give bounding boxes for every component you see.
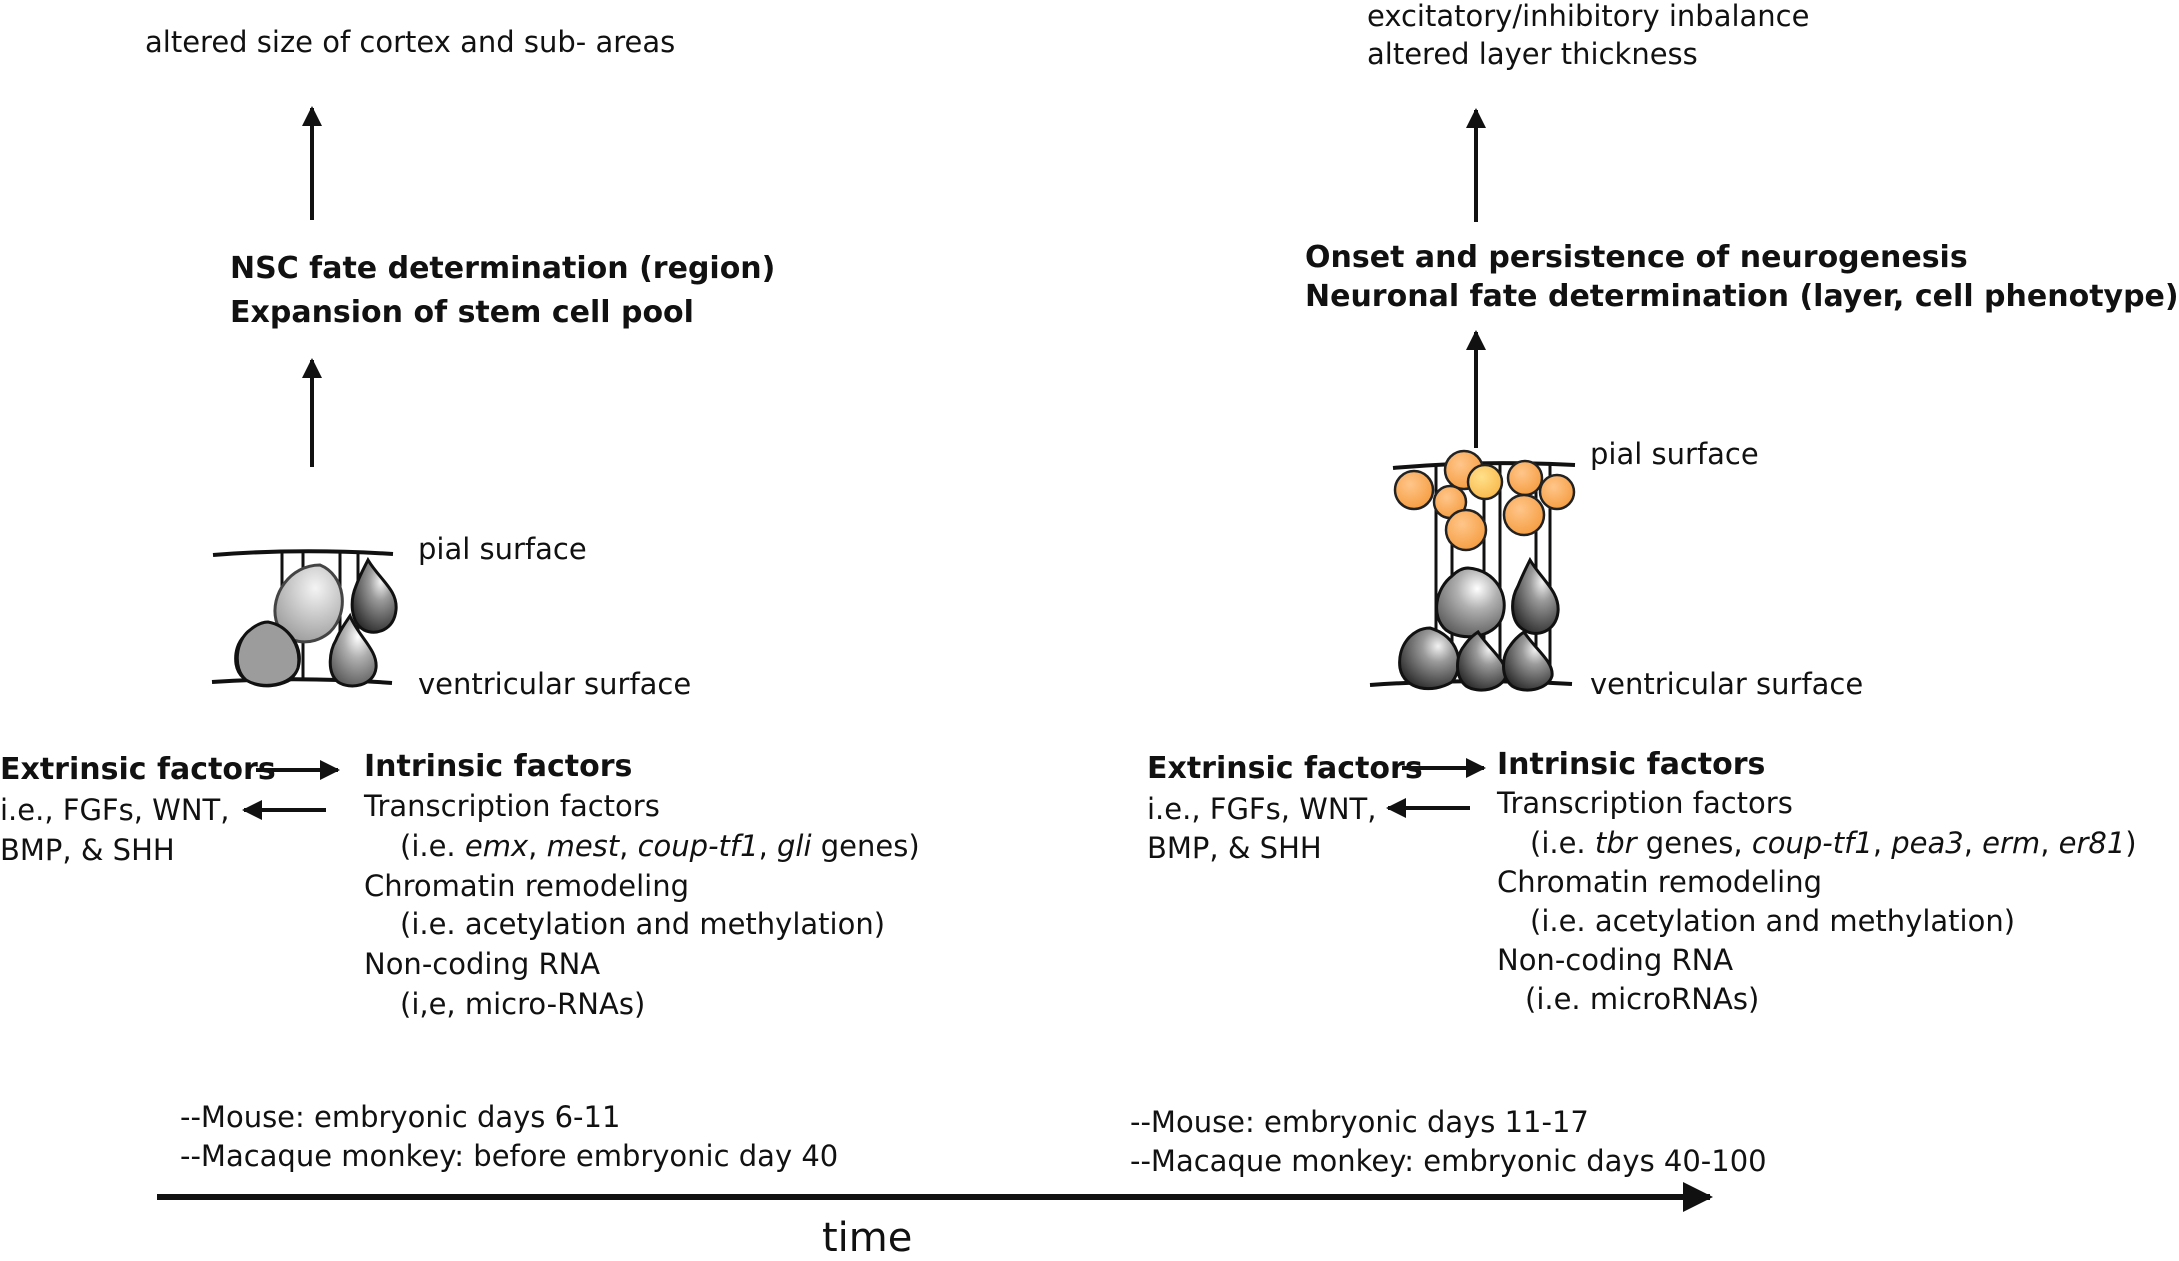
gene-name: mest [546,829,620,863]
left-pial-label: pial surface [418,532,587,566]
right-tf-detail [1530,826,2137,860]
left-intrinsic-title: Intrinsic factors [364,749,633,784]
neuron-orange [1508,461,1542,495]
gene-name: tbr [1594,826,1637,860]
tf-prefix: (i.e. [400,829,465,863]
tf-sep: , [2040,826,2059,860]
right-chromatin-title: Chromatin remodeling [1497,865,1822,899]
left-chromatin-title: Chromatin remodeling [364,869,689,903]
right-rna-title: Non-coding RNA [1497,943,1734,977]
gene-name: coup-tf1 [1751,826,1873,860]
left-rna-title: Non-coding RNA [364,947,601,981]
gene-name: pea3 [1891,826,1964,860]
gene-name: emx [464,829,529,863]
left-extrinsic-line1: i.e., FGFs, WNT, [0,793,230,827]
left-rna-detail: (i,e, micro-RNAs) [400,987,646,1021]
right-pial-label: pial surface [1590,437,1759,471]
tf-sep: genes, [1636,826,1752,860]
tf-sep: , [1872,826,1892,860]
right-outcome-line2: altered layer thickness [1367,37,1698,71]
neuron-orange [1540,475,1574,509]
right-timeline-mouse: --Mouse: embryonic days 11-17 [1130,1105,1589,1139]
right-ventricular-label: ventricular surface [1590,667,1864,701]
neuron-yellow [1468,465,1502,499]
tf-suffix: genes) [811,829,920,863]
right-timeline-macaque: --Macaque monkey: embryonic days 40-100 [1130,1144,1767,1178]
left-chromatin-detail: (i.e. acetylation and methylation) [400,907,886,941]
right-cortex-illustration [1370,451,1575,690]
neuron-orange [1395,471,1433,509]
right-extrinsic-line2: BMP, & SHH [1147,831,1322,865]
left-process-line2: Expansion of stem cell pool [230,295,694,330]
tf-prefix: (i.e. [1530,826,1595,860]
gene-name: er81 [2058,826,2126,860]
right-extrinsic-title: Extrinsic factors [1147,751,1423,786]
cell-dark-lower-left [1400,628,1459,689]
neuron-orange [1504,495,1544,535]
left-extrinsic-line2: BMP, & SHH [0,833,175,867]
gene-name: gli [777,829,812,863]
left-ventricular-label: ventricular surface [418,667,692,701]
left-tf-detail [400,829,920,863]
right-process-line2: Neuronal fate determination (layer, cell phenotype) [1305,279,2179,314]
neuron-orange [1446,510,1486,550]
left-timeline-mouse: --Mouse: embryonic days 6-11 [180,1100,621,1134]
tf-suffix: ) [2125,826,2137,860]
left-timeline-macaque: --Macaque monkey: before embryonic day 40 [180,1139,839,1173]
right-tf-title: Transcription factors [1497,786,1793,820]
time-axis-label: time [822,1215,913,1261]
cell-dark-lower-right [1504,632,1553,690]
tf-sep: , [528,829,547,863]
tf-sep: , [619,829,638,863]
left-tf-title: Transcription factors [364,789,660,823]
tf-sep: , [758,829,778,863]
left-cortex-illustration [212,551,396,686]
gene-name: erm [1982,826,2041,860]
tf-sep: , [1963,826,1983,860]
right-outcome-line1: excitatory/inhibitory inbalance [1367,0,1810,33]
left-process-line1: NSC fate determination (region) [230,251,776,286]
cell-dark-round [1437,568,1505,637]
right-extrinsic-line1: i.e., FGFs, WNT, [1147,792,1377,826]
left-extrinsic-title: Extrinsic factors [0,752,276,787]
gene-name: coup-tf1 [637,829,759,863]
right-rna-detail: (i.e. microRNAs) [1525,982,1760,1016]
left-outcome: altered size of cortex and sub- areas [145,25,676,59]
right-process-line1: Onset and persistence of neurogenesis [1305,240,1968,275]
right-intrinsic-title: Intrinsic factors [1497,747,1766,782]
right-chromatin-detail: (i.e. acetylation and methylation) [1530,904,2016,938]
